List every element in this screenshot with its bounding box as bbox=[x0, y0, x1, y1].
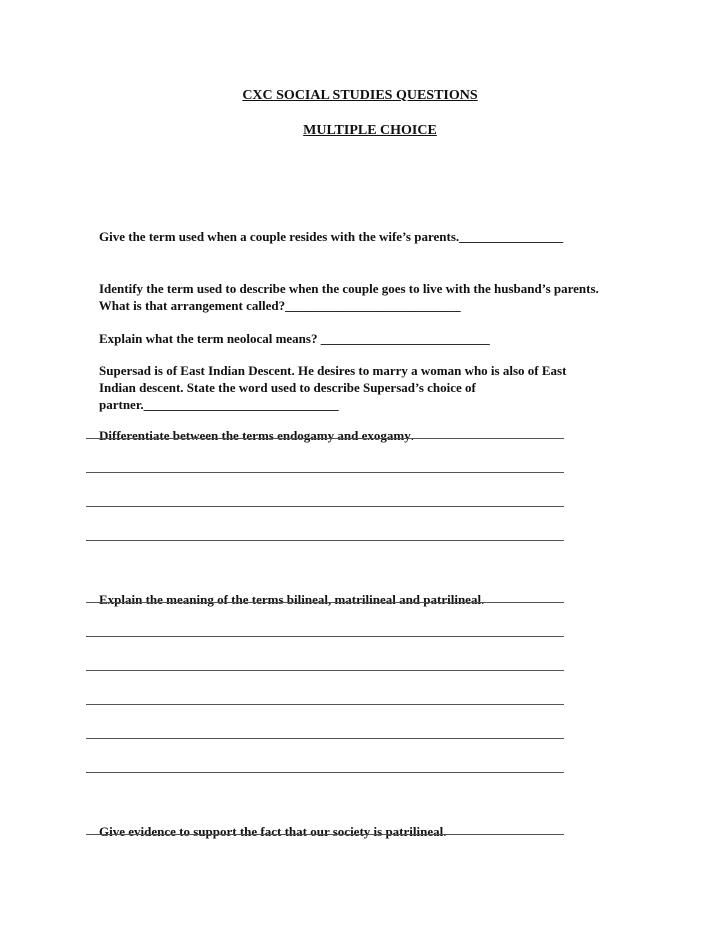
question-7-text: Give evidence to support the fact that our society is patrilineal bbox=[99, 824, 444, 839]
answer-line[interactable] bbox=[86, 772, 564, 773]
answer-line[interactable] bbox=[86, 704, 564, 705]
question-4-line-2: Indian descent. State the word used to describe Supersad’s choice of bbox=[99, 380, 476, 395]
question-3-line-1: Explain what the term neolocal means? __________________________ bbox=[99, 331, 490, 346]
answer-line[interactable] bbox=[86, 670, 564, 671]
question-4-line-1: Supersad is of East Indian Descent. He desires to marry a woman who is also of East bbox=[99, 363, 567, 378]
question-6-text: Explain the meaning of the terms bilineal, matrilineal and patrilineal bbox=[99, 592, 482, 607]
question-5-period: . bbox=[410, 428, 414, 443]
answer-line[interactable] bbox=[86, 472, 564, 473]
question-4-line-3: partner.______________________________ bbox=[99, 397, 339, 412]
page-subtitle: MULTIPLE CHOICE bbox=[303, 123, 437, 138]
question-7 bbox=[86, 806, 446, 857]
question-6-period: . bbox=[481, 592, 485, 607]
question-2-line-2: What is that arrangement called?___________________________ bbox=[98, 298, 461, 313]
answer-line[interactable] bbox=[86, 438, 564, 439]
question-2-line-1: Identify the term used to describe when the couple goes to live with the husband’s parents. bbox=[99, 281, 599, 296]
question-6 bbox=[86, 574, 484, 625]
question-1-line-1: Give the term used when a couple resides with the wife’s parents.________________ bbox=[99, 229, 564, 244]
question-7-period: . bbox=[443, 824, 447, 839]
answer-line[interactable] bbox=[86, 834, 564, 835]
answer-line[interactable] bbox=[86, 738, 564, 739]
question-5 bbox=[86, 410, 414, 461]
question-5-text: Differentiate between the terms endogamy and exogamy bbox=[99, 428, 411, 443]
answer-line[interactable] bbox=[86, 602, 564, 603]
page-title: CXC SOCIAL STUDIES QUESTIONS bbox=[242, 88, 478, 103]
answer-line[interactable] bbox=[86, 540, 564, 541]
question-1 bbox=[86, 211, 563, 262]
answer-line[interactable] bbox=[86, 636, 564, 637]
answer-line[interactable] bbox=[86, 506, 564, 507]
